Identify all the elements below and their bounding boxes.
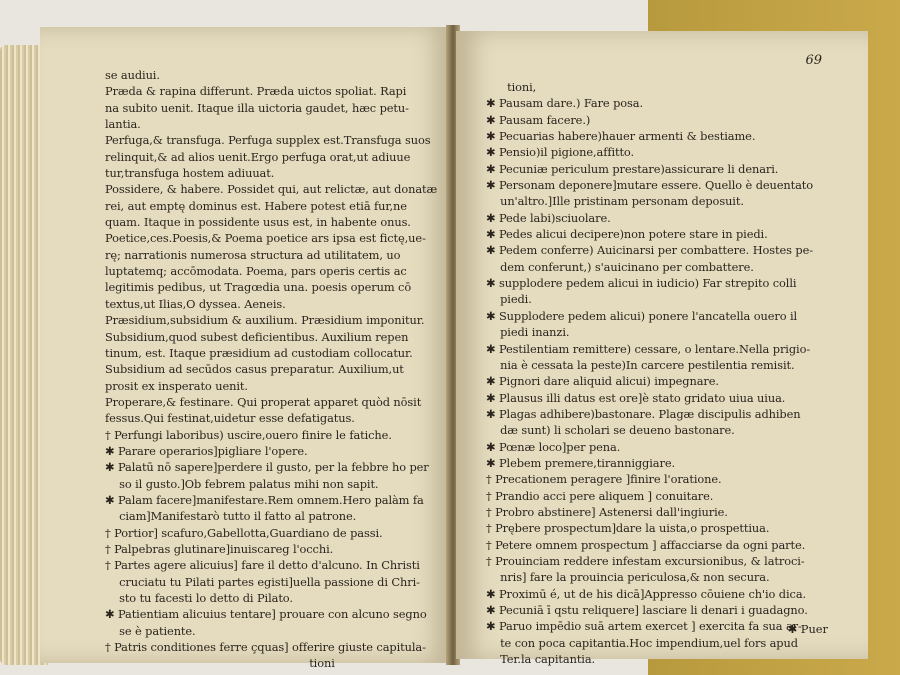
page-number: 69 (805, 53, 822, 68)
left-page (40, 27, 452, 671)
text-line: ✱ Pecuniæ periculum prestare)assicurare li denari. (486, 161, 779, 176)
text-line: so il gusto.]Ob febrem palatus mihi non sapit. (105, 476, 379, 491)
text-line: sto tu facesti lo detto di Pilato. (105, 591, 293, 605)
text-line: cruciatu tu Pilati partes egisti]uella passione di Chri- (105, 574, 420, 589)
text-line: Subsidium,quod subest deficientibus. Auxilium repen (105, 329, 409, 344)
text-line: ✱ Paruo impēdio suā artem exercet ] exercita fa sua ar- (486, 619, 802, 634)
text-line: Præsidium,subsidium & auxilium. Præsidium imponitur. (105, 313, 425, 328)
text-line: se è patiente. (105, 623, 196, 638)
text-line: Subsidium ad secūdos casus preparatur. Auxilium,ut (105, 362, 404, 377)
text-line: se audiui. (105, 68, 160, 82)
text-line: relinquit,& ad alios uenit.Ergo perfuga orat,ut adiuue (105, 149, 411, 164)
text-line: legitimis pedibus, ut Tragœdia una. poesis operum cō (105, 280, 412, 295)
text-line: ✱ Supplodere pedem alicui) ponere l'ancatella ouero il (486, 308, 798, 323)
text-line: quam. Itaque in possidente usus est, in habente onus. (105, 215, 411, 230)
text-line: dæ sunt) li scholari se deueno bastonare. (486, 423, 735, 438)
text-line: prosit ex insperato uenit. (105, 378, 248, 393)
text-line: † Precationem peragere ]finire l'oratione. (486, 472, 722, 487)
text-line: na subito uenit. Itaque illa uictoria gaudet, hæc petu- (105, 100, 409, 115)
text-line: † Prębere prospectum]dare la uista,o prospettiua. (486, 521, 770, 536)
text-line: † Petere omnem prospectum ] affacciarse da ogni parte. (486, 537, 806, 552)
text-line: † Probro abstinere] Astenersi dall'ingiurie. (486, 504, 728, 519)
text-line: un'altro.]Ille pristinam personam deposuit. (486, 194, 744, 209)
text-line: ✱ Pœnæ loco]per pena. (486, 439, 621, 454)
text-line: ✱ Plausus illi datus est ore]è stato gridato uiua uiua. (486, 390, 786, 405)
text-line: Præda & rapina differunt. Præda uictos spoliat. Rapi (105, 84, 407, 99)
left-page-text (105, 67, 437, 672)
text-line: te con poca capitantia.Hoc impendium,uel fors apud (486, 635, 798, 650)
text-line: ✱ Pignori dare aliquid alicui) impegnare. (486, 374, 719, 389)
text-line: ✱ Pedes alicui decipere)non potere stare in piedi. (486, 227, 768, 242)
text-line: tioni, (486, 80, 537, 94)
text-line: † Prouinciam reddere infestam excursionibus, & latroci- (486, 553, 805, 568)
text-line: tinum, est. Itaque præsidium ad custodiam collocatur. (105, 345, 413, 360)
text-line: ✱ Pede labi)sciuolare. (486, 210, 611, 225)
text-line: Possidere, & habere. Possidet qui, aut relictæ, aut donatæ (105, 182, 438, 197)
text-line: Perfuga,& transfuga. Perfuga supplex est.Transfuga suos (105, 133, 431, 148)
text-line: Properare,& festinare. Qui properat apparet quòd nōsit (105, 394, 422, 409)
text-line: ✱ Palatū nō sapere]perdere il gusto, per la febbre ho per (105, 460, 429, 475)
text-line: ✱ Proximū é, ut de his dicā]Appresso cōuiene ch'io dica. (486, 586, 807, 601)
text-line: ✱ Pedem conferre) Auicinarsi per combattere. Hostes pe- (486, 243, 813, 258)
text-line: ✱ Plebem premere,tiranniggiare. (486, 455, 675, 470)
text-line: ✱ supplodere pedem alicui in iudicio) Far strepito colli (486, 276, 797, 291)
text-line: piedi inanzi. (486, 325, 570, 340)
text-line: † Partes agere alicuius] fare il detto d'alcuno. In Christi (105, 558, 420, 573)
open-book (0, 25, 872, 671)
text-line: ✱ Pecuarias habere)hauer armenti & bestiame. (486, 129, 756, 144)
text-line: † Portior] scafuro,Gabellotta,Guardiano de passi. (105, 525, 383, 540)
text-line: nia è cessata la peste)In carcere pestilentia remisit. (486, 357, 795, 372)
text-line: ✱ Patientiam alicuius tentare] prouare con alcuno segno (105, 607, 427, 622)
text-line: ✱ Personam deponere]mutare essere. Quello è deuentato (486, 178, 814, 193)
text-line: ✱ Pensio)il pigione,affitto. (486, 145, 635, 160)
text-line: nris] fare la prouincia periculosa,& non secura. (486, 570, 770, 585)
text-line: ✱ Pecuniā ī qstu reliquere] lasciare li denari i guadagno. (486, 603, 808, 617)
text-line: luptatemq; accōmodata. Poema, pars operis certis ac (105, 264, 407, 279)
text-line: ✱ Pestilentiam remittere) cessare, o lentare.Nella prigio- (486, 341, 811, 356)
text-line: rei, aut emptę dominus est. Habere potest etiā fur,ne (105, 198, 407, 213)
text-line: † Palpebras glutinare]inuiscareg l'occhi. (105, 541, 334, 556)
text-line: † Patris conditiones ferre çquas] offerire giuste capitula- (105, 640, 426, 655)
text-line: textus,ut Ilias,O dyssea. Aeneis. (105, 296, 286, 311)
text-line: lantia. (105, 117, 141, 132)
text-line: tioni (105, 656, 335, 671)
text-line: ciam]Manifestarò tutto il fatto al patrone. (105, 509, 357, 524)
text-line: ✱ Palam facere]manifestare.Rem omnem.Hero palàm fa (105, 492, 424, 507)
text-line: Ter.la capitantia. (486, 652, 596, 667)
right-page (456, 31, 868, 667)
text-line: ✱ Plagas adhibere)bastonare. Plagæ discipulis adhiben (486, 406, 801, 421)
text-line: † Prandio acci pere aliquem ] conuitare. (486, 488, 714, 503)
text-line: tur,transfuga hostem adiuuat. (105, 166, 275, 181)
text-line: ✱ Pausam facere.) (486, 112, 591, 127)
text-line: dem conferunt,) s'auicinano per combattere. (486, 259, 754, 274)
text-line: ✱ Parare operarios]pigliare l'opere. (105, 443, 308, 458)
text-line: † Perfungi laboribus) uscire,ouero finire le fatiche. (105, 427, 392, 442)
text-line: rę; narrationis numerosa structura ad utilitatem, uo (105, 247, 401, 262)
right-page-text (486, 79, 813, 667)
text-line: fessus.Qui festinat,uidetur esse defatigatus. (105, 411, 355, 426)
text-line: piedi. (486, 292, 532, 307)
catchword: ✱ Puer (787, 622, 828, 636)
text-line: ✱ Pausam dare.) Fare posa. (486, 96, 643, 111)
text-line: Poetice,ces.Poesis,& Poema poetice ars ipsa est fictę,ue- (105, 231, 426, 246)
